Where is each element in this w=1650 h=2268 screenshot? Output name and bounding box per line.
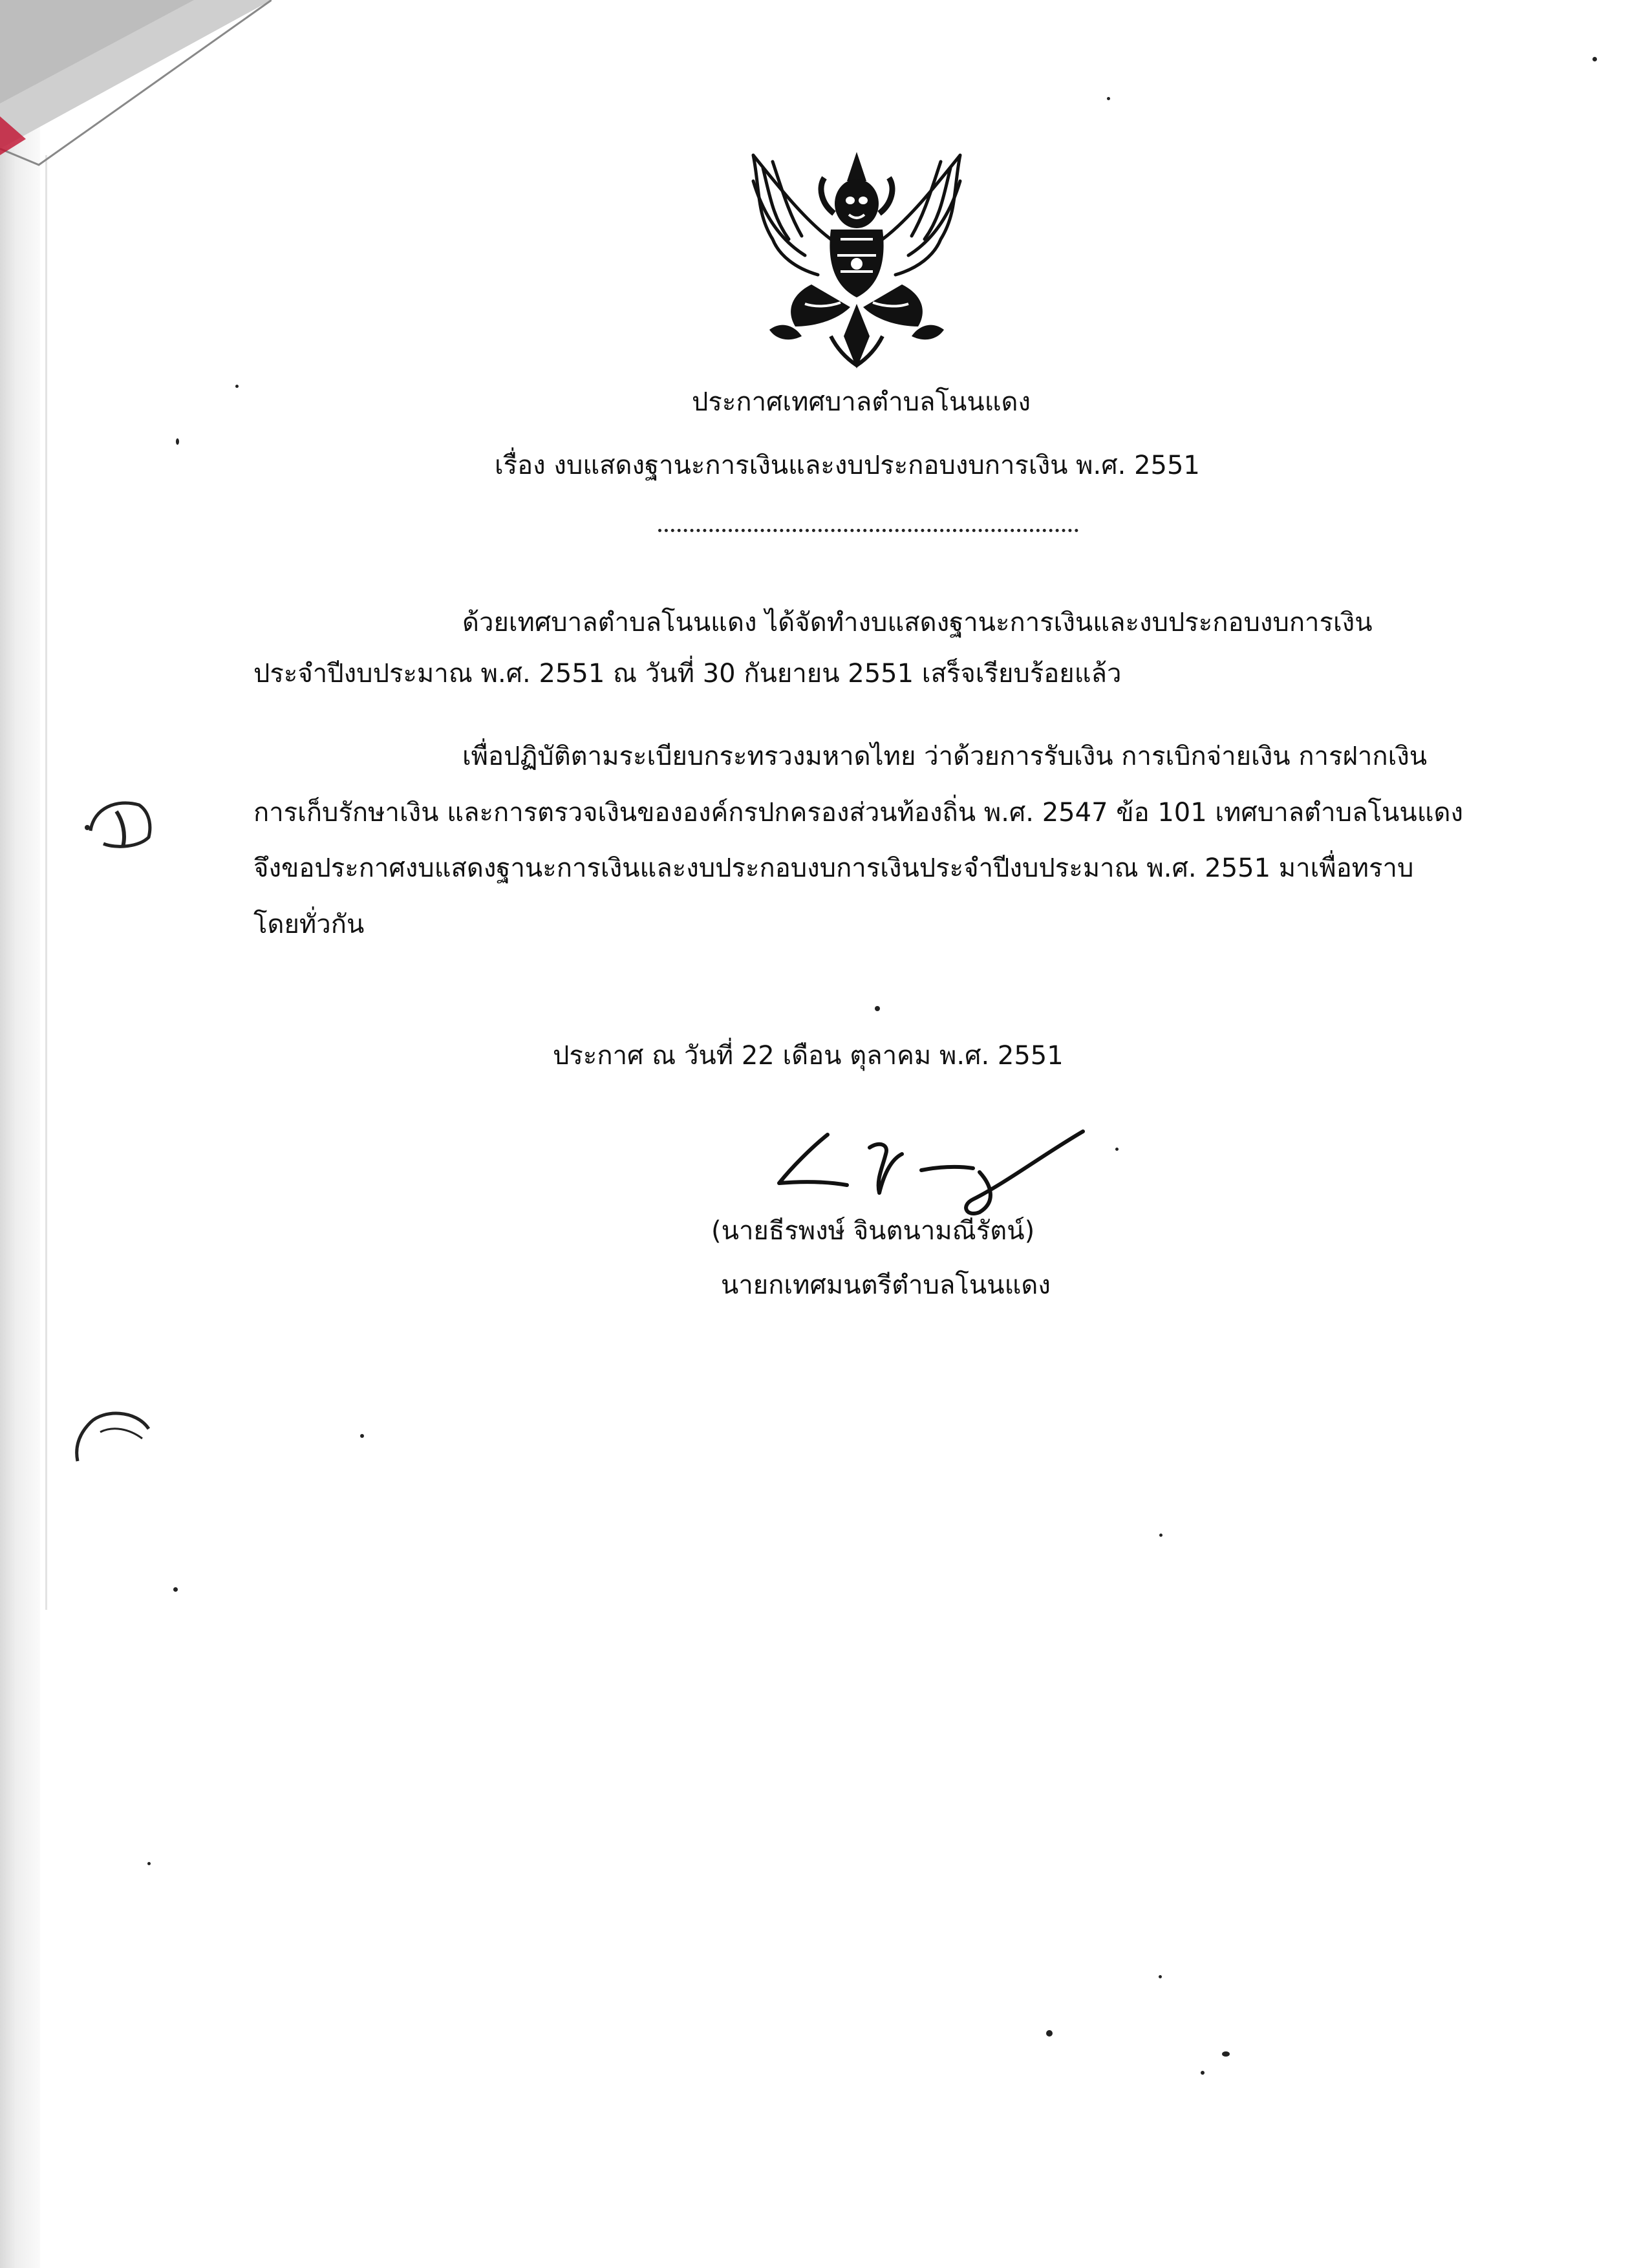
scan-edge-line [45,155,47,1610]
folded-corner [0,0,272,194]
paragraph-2-line-1: เพื่อปฏิบัติตามระเบียบกระทรวงมหาดไทย ว่าด้วยการรับเงิน การเบิกจ่ายเงิน การฝากเงิน [462,742,1428,771]
scan-speck [235,385,239,388]
scan-speck [176,438,179,445]
divider-dotted [658,529,1078,532]
scan-speck [1592,57,1597,61]
scan-speck [147,1862,151,1865]
announcement-title: ประกาศเทศบาลตำบลโนนแดง [692,387,1031,417]
punch-hole-bottom [65,1403,155,1468]
scan-speck [173,1587,178,1592]
paragraph-2-line-4: โดยทั่วกัน [253,910,365,939]
paragraph-1-line-1: ด้วยเทศบาลตำบลโนนแดง ได้จัดทำงบแสดงฐานะการเงินและงบประกอบงบการเงิน [462,608,1373,637]
paragraph-1-line-2: ประจำปีงบประมาณ พ.ศ. 2551 ณ วันที่ 30 กันยายน 2551 เสร็จเรียบร้อยแล้ว [253,659,1122,689]
punch-hole-top [78,792,168,857]
scan-speck [875,1006,880,1011]
scan-speck [1115,1148,1119,1151]
handwritten-signature [773,1122,1086,1219]
announcement-date: ประกาศ ณ วันที่ 22 เดือน ตุลาคม พ.ศ. 2551 [553,1041,1064,1071]
scan-page-edge [0,0,40,2268]
scan-speck [1046,2030,1053,2037]
scan-speck [360,1434,364,1438]
scan-speck [1107,97,1110,100]
signatory-name: (นายธีรพงษ์ จินตนามณีรัตน์) [711,1216,1035,1246]
garuda-emblem-icon [734,142,980,375]
scan-speck [1159,1975,1162,1978]
scan-speck [1159,1534,1162,1537]
scan-speck [1222,2051,1230,2057]
scan-speck [1201,2071,1205,2075]
announcement-subject: เรื่อง งบแสดงฐานะการเงินและงบประกอบงบการเงิน พ.ศ. 2551 [495,451,1200,480]
paragraph-2-line-2: การเก็บรักษาเงิน และการตรวจเงินขององค์กรปกครองส่วนท้องถิ่น พ.ศ. 2547 ข้อ 101 เทศบาลตำบลโนนแดง [253,798,1463,828]
signatory-title: นายกเทศมนตรีตำบลโนนแดง [721,1270,1051,1300]
paragraph-2-line-3: จึงขอประกาศงบแสดงฐานะการเงินและงบประกอบงบการเงินประจำปีงบประมาณ พ.ศ. 2551 มาเพื่อทราบ [253,853,1414,883]
